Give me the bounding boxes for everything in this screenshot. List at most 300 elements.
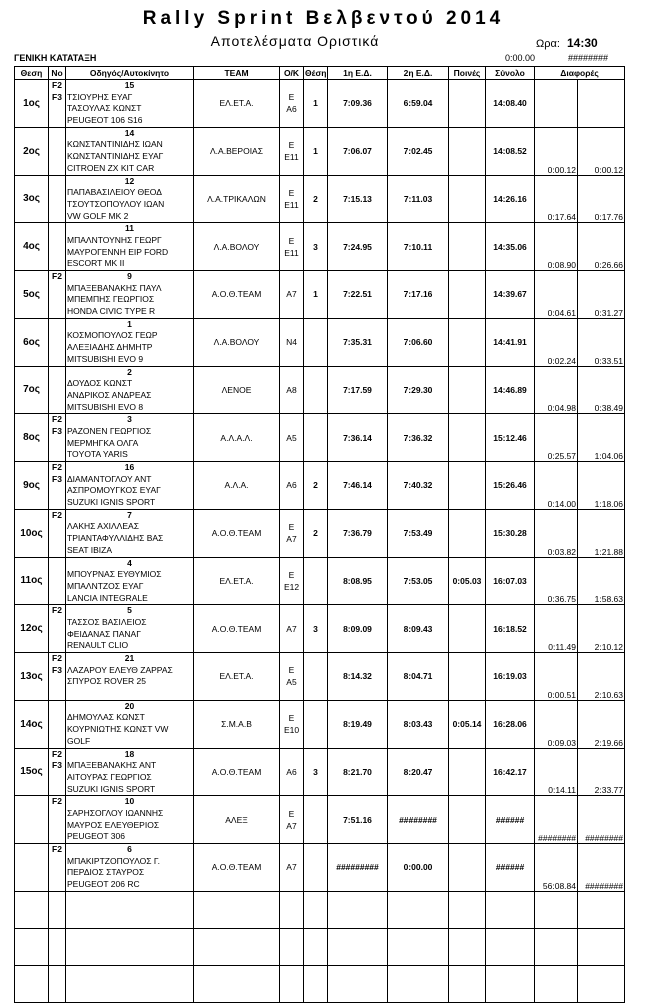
empty-cell <box>535 965 578 1002</box>
entry-number: 15 <box>124 80 135 90</box>
penalty-cell <box>449 748 486 796</box>
empty-cell <box>280 928 304 965</box>
stage2-time-cell: 7:36.32 <box>388 414 449 462</box>
driver-name: ΔΗΜΟΥΛΑΣ ΚΩΝΣΤ <box>67 712 145 723</box>
class-code: A7 <box>286 289 297 300</box>
empty-row <box>15 891 625 928</box>
gap-prev-cell: 0:14.11 <box>535 748 578 796</box>
crew-cell <box>66 127 194 175</box>
car-name: ESCORT MK II <box>67 258 125 269</box>
team-cell: Α.Λ.Α.Λ. <box>194 414 280 462</box>
class-rank-cell <box>304 796 328 844</box>
entry-number: 4 <box>127 557 132 568</box>
group-label: Ε <box>288 92 295 103</box>
crew-cell <box>66 271 194 319</box>
driver-name: ΜΠΑΞΕΒΑΝΑΚΗΣ ΑΝΤ <box>67 760 157 771</box>
penalty-cell <box>449 366 486 414</box>
stage2-time-cell: 7:53.05 <box>388 557 449 605</box>
group-class-cell <box>280 271 304 319</box>
gap-leader-cell: ######## <box>578 844 625 892</box>
stage1-time-cell: 7:17.59 <box>328 366 388 414</box>
penalty-cell <box>449 796 486 844</box>
team-cell: ΕΛ.ΕΤ.Α. <box>194 653 280 701</box>
crew-cell <box>66 175 194 223</box>
gap-leader-cell: 2:10.12 <box>578 605 625 653</box>
penalty-cell <box>449 271 486 319</box>
stage1-time-cell: 8:21.70 <box>328 748 388 796</box>
class-code: E11 <box>284 152 299 163</box>
empty-cell <box>304 928 328 965</box>
stage2-time-cell: 8:03.43 <box>388 700 449 748</box>
gap-leader-cell: 0:17.76 <box>578 175 625 223</box>
gap-leader-cell: 0:33.51 <box>578 318 625 366</box>
class-code: A7 <box>286 820 297 831</box>
driver-name: ΤΣΙΟΥΡΗΣ ΕΥΑΓ <box>67 91 133 102</box>
empty-cell <box>280 965 304 1002</box>
penalty-cell <box>449 844 486 892</box>
class-rank-cell: 3 <box>304 748 328 796</box>
car-name: LANCIA INTEGRALE <box>67 592 148 603</box>
codriver-name: ΑΝΔΡΙΚΟΣ ΑΝΔΡΕΑΣ <box>67 389 152 400</box>
driver-name: ΛΑΚΗΣ ΑΧΙΛΛΕΑΣ <box>67 521 139 532</box>
group-class-cell <box>280 653 304 701</box>
class-code: A6 <box>286 766 297 777</box>
driver-name: ΚΟΣΜΟΠΟΥΛΟΣ ΓΕΩΡ <box>67 330 158 341</box>
reference-time-line <box>505 53 608 63</box>
driver-name: ΔΟΥΔΟΣ ΚΩΝΣΤ <box>67 378 133 389</box>
table-row <box>15 366 625 414</box>
class-code: A5 <box>286 432 297 443</box>
driver-name: ΠΑΠΑΒΑΣΙΛΕΙΟΥ ΘΕΟΔ <box>67 187 162 198</box>
position-cell: 8ος <box>15 414 49 462</box>
stage2-time-cell: 7:17.16 <box>388 271 449 319</box>
class-label: F3 <box>52 760 62 771</box>
entry-number: 18 <box>124 748 135 759</box>
penalty-cell: 0:05.14 <box>449 700 486 748</box>
class-code: N4 <box>286 337 297 348</box>
class-code: E11 <box>284 199 299 210</box>
class-cell <box>49 700 66 748</box>
crew-cell <box>66 509 194 557</box>
empty-cell <box>578 965 625 1002</box>
group-class-cell <box>280 414 304 462</box>
car-name: SUZUKI IGNIS SPORT <box>67 497 156 508</box>
penalty-cell <box>449 175 486 223</box>
entry-number: 9 <box>127 271 132 281</box>
entry-number: 10 <box>124 796 135 807</box>
position-cell: 10ος <box>15 509 49 557</box>
position-cell: 15ος <box>15 748 49 796</box>
team-cell: Α.Ο.Θ.TEAM <box>194 844 280 892</box>
stage1-time-cell: 7:24.95 <box>328 223 388 271</box>
codriver-name: ΜΠΑΛΝΤΖΟΣ ΕΥΑΓ <box>67 580 144 591</box>
empty-cell <box>578 891 625 928</box>
class-label: F2 <box>52 605 62 616</box>
general-classification-label: ΓΕΝΙΚΗ ΚΑΤΑΤΑΞΗ <box>14 53 97 63</box>
class-label: F2 <box>52 462 62 472</box>
zero-time: 0:00.00 <box>505 53 536 63</box>
class-cell <box>49 748 66 796</box>
gap-prev-cell: 0:08.90 <box>535 223 578 271</box>
penalty-cell <box>449 414 486 462</box>
gap-prev-cell: 0:17.64 <box>535 175 578 223</box>
empty-cell <box>388 965 449 1002</box>
gap-prev-cell: 0:09.03 <box>535 700 578 748</box>
crew-cell <box>66 653 194 701</box>
class-rank-cell <box>304 700 328 748</box>
codriver-name: ΑΛΕΞΙΑΔΗΣ ΔΗΜΗΤΡ <box>67 342 153 353</box>
codriver-name: ΑΣΠΡΟΜΟΥΓΚΟΣ ΕΥΑΓ <box>67 485 161 496</box>
empty-cell <box>486 965 535 1002</box>
position-cell: 11ος <box>15 557 49 605</box>
empty-cell <box>449 891 486 928</box>
class-code: A6 <box>286 104 297 115</box>
stage1-time-cell: 8:09.09 <box>328 605 388 653</box>
entry-number: 12 <box>124 175 135 186</box>
team-cell: Α.Ο.Θ.TEAM <box>194 605 280 653</box>
empty-cell <box>535 891 578 928</box>
gap-leader-cell: 2:19.66 <box>578 700 625 748</box>
class-cell <box>49 796 66 844</box>
results-body <box>15 80 625 1003</box>
entry-number: 11 <box>125 223 134 234</box>
entry-number: 1 <box>127 318 132 329</box>
class-code: A7 <box>286 623 297 634</box>
car-name: GOLF <box>67 735 91 746</box>
driver-name: ΔΙΑΜΑΝΤΟΓΛΟΥ ΑΝΤ <box>67 473 152 484</box>
group-class-cell <box>280 175 304 223</box>
driver-name: ΛΑΖΑΡΟΥ ΕΛΕΥΘ ΖΑΡΡΑΣ <box>67 664 173 675</box>
class-cell <box>49 509 66 557</box>
class-label: F2 <box>52 748 62 759</box>
class-label: F2 <box>52 271 62 281</box>
group-label: Ε <box>288 140 295 151</box>
crew-cell <box>66 462 194 510</box>
col-header: Ποινές <box>449 67 486 80</box>
car-name: SUZUKI IGNIS SPORT <box>67 783 156 794</box>
class-code: A8 <box>286 384 297 395</box>
table-row <box>15 223 625 271</box>
crew-cell <box>66 700 194 748</box>
gap-leader-cell: 0:38.49 <box>578 366 625 414</box>
position-cell <box>15 844 49 892</box>
class-cell <box>49 557 66 605</box>
stage1-time-cell: 8:08.95 <box>328 557 388 605</box>
total-time-cell: 15:30.28 <box>486 509 535 557</box>
gap-prev-cell: 0:11.49 <box>535 605 578 653</box>
team-cell: ΕΛ.ΕΤ.Α. <box>194 80 280 128</box>
total-time-cell: 16:42.17 <box>486 748 535 796</box>
team-cell: ΛΕΝΟΕ <box>194 366 280 414</box>
total-time-cell: 15:12.46 <box>486 414 535 462</box>
gap-prev-cell: 0:14.00 <box>535 462 578 510</box>
codriver-name: ΑΙΤΟΥΡΑΣ ΓΕΩΡΓΙΟΣ <box>67 771 152 782</box>
table-row <box>15 748 625 796</box>
stage2-time-cell: 7:11.03 <box>388 175 449 223</box>
header-row <box>15 67 625 80</box>
position-cell: 2ος <box>15 127 49 175</box>
group-label: Ε <box>288 187 295 198</box>
stage1-time-cell: 7:36.79 <box>328 509 388 557</box>
table-row <box>15 796 625 844</box>
stage2-time-cell: 8:04.71 <box>388 653 449 701</box>
gap-leader-cell: 2:10.63 <box>578 653 625 701</box>
driver-name: ΤΑΣΣΟΣ ΒΑΣΙΛΕΙΟΣ <box>67 616 147 627</box>
car-name: TOYOTA YARIS <box>67 449 128 460</box>
driver-name: ΡΑΖΟΝΕΝ ΓΕΩΡΓΙΟΣ <box>67 425 152 436</box>
crew-cell <box>66 844 194 892</box>
total-time-cell: 14:26.16 <box>486 175 535 223</box>
table-row <box>15 318 625 366</box>
empty-cell <box>328 891 388 928</box>
penalty-cell <box>449 653 486 701</box>
total-time-cell: 16:19.03 <box>486 653 535 701</box>
stage2-time-cell: 8:20.47 <box>388 748 449 796</box>
car-name <box>67 688 192 700</box>
gap-prev-cell: ######## <box>535 796 578 844</box>
codriver-name: ΣΠΥΡΟΣ ROVER 25 <box>67 676 147 687</box>
gap-leader-cell: 0:31.27 <box>578 271 625 319</box>
stage1-time-cell: 7:06.07 <box>328 127 388 175</box>
empty-cell <box>328 965 388 1002</box>
empty-cell <box>328 928 388 965</box>
class-rank-cell <box>304 318 328 366</box>
total-time-cell: 16:07.03 <box>486 557 535 605</box>
group-class-cell <box>280 557 304 605</box>
car-name: PEUGEOT 306 <box>67 831 125 842</box>
stage1-time-cell: 7:51.16 <box>328 796 388 844</box>
group-label: Ε <box>288 522 295 533</box>
group-class-cell <box>280 605 304 653</box>
empty-cell <box>194 891 280 928</box>
entry-number: 3 <box>127 414 132 425</box>
position-cell: 7ος <box>15 366 49 414</box>
class-rank-cell: 3 <box>304 223 328 271</box>
gap-leader-cell <box>578 80 625 128</box>
gap-prev-cell: 56:08.84 <box>535 844 578 892</box>
total-time-cell: 16:28.06 <box>486 700 535 748</box>
table-row <box>15 80 625 128</box>
total-time-cell: 14:35.06 <box>486 223 535 271</box>
col-header: Θεση <box>15 67 49 80</box>
col-header: 2η Ε.Δ. <box>388 67 449 80</box>
class-cell <box>49 462 66 510</box>
group-class-cell <box>280 127 304 175</box>
codriver-name: ΜΑΥΡΟΣ ΕΛΕΥΘΕΡΙΟΣ <box>67 819 160 830</box>
stage1-time-cell: ######### <box>328 844 388 892</box>
crew-cell <box>66 80 194 128</box>
total-time-cell: 14:46.89 <box>486 366 535 414</box>
car-name: RENAULT CLIO <box>67 640 129 651</box>
codriver-name: ΦΕΙΔΑΝΑΣ ΠΑΝΑΓ <box>67 628 141 639</box>
entry-number: 7 <box>127 509 132 520</box>
group-class-cell <box>280 844 304 892</box>
empty-cell <box>486 891 535 928</box>
table-row <box>15 844 625 892</box>
page-subtitle: Αποτελέσματα Οριστικά <box>210 33 380 49</box>
empty-cell <box>15 891 49 928</box>
crew-cell <box>66 223 194 271</box>
class-cell <box>49 653 66 701</box>
penalty-cell <box>449 462 486 510</box>
empty-cell <box>15 928 49 965</box>
group-label: Ε <box>288 569 295 580</box>
group-class-cell <box>280 462 304 510</box>
entry-number: 2 <box>127 366 132 377</box>
class-label: F3 <box>52 664 62 675</box>
class-cell <box>49 844 66 892</box>
stage2-time-cell: 8:09.43 <box>388 605 449 653</box>
penalty-cell <box>449 318 486 366</box>
class-cell <box>49 80 66 128</box>
codriver-name: ΜΕΡΜΗΓΚΑ ΟΛΓΑ <box>67 437 139 448</box>
class-cell <box>49 127 66 175</box>
class-rank-cell: 1 <box>304 271 328 319</box>
gap-leader-cell: 1:18.06 <box>578 462 625 510</box>
table-row <box>15 414 625 462</box>
position-cell: 12ος <box>15 605 49 653</box>
class-cell <box>49 366 66 414</box>
class-rank-cell: 2 <box>304 462 328 510</box>
codriver-name: ΜΠΕΜΠΗΣ ΓΕΩΡΓΙΟΣ <box>67 294 155 305</box>
class-cell <box>49 175 66 223</box>
team-cell: Λ.Α.ΤΡΙΚΑΛΩΝ <box>194 175 280 223</box>
gap-leader-cell: 1:04.06 <box>578 414 625 462</box>
time-value: 14:30 <box>566 36 598 50</box>
class-rank-cell <box>304 557 328 605</box>
driver-name: ΣΑΡΗΣΟΓΛΟΥ ΙΩΑΝΝΗΣ <box>67 807 164 818</box>
crew-cell <box>66 318 194 366</box>
gap-leader-cell: ######## <box>578 796 625 844</box>
driver-name: ΜΠΑΛΝΤΟΥΝΗΣ ΓΕΩΡΓ <box>67 234 162 245</box>
position-cell: 6ος <box>15 318 49 366</box>
total-time-cell: 14:08.40 <box>486 80 535 128</box>
total-time-cell: 14:08.52 <box>486 127 535 175</box>
car-name: MITSUBISHI EVO 9 <box>67 353 144 364</box>
col-header: Νο <box>49 67 66 80</box>
class-code: E12 <box>283 581 300 592</box>
results-table <box>14 66 625 1003</box>
table-row <box>15 605 625 653</box>
entry-number: 5 <box>127 605 132 616</box>
codriver-name: ΠΕΡΔΙΟΣ ΣΤΑΥΡΟΣ <box>67 867 145 878</box>
stage1-time-cell: 7:22.51 <box>328 271 388 319</box>
class-rank-cell: 2 <box>304 175 328 223</box>
driver-name: ΜΠΑΞΕΒΑΝΑΚΗΣ ΠΑΥΛ <box>67 282 162 293</box>
stage2-time-cell: 7:40.32 <box>388 462 449 510</box>
team-cell: ΕΛ.ΕΤ.Α. <box>194 557 280 605</box>
penalty-cell: 0:05.03 <box>449 557 486 605</box>
team-cell: Λ.Α.ΒΕΡΟΙΑΣ <box>194 127 280 175</box>
car-name: MITSUBISHI EVO 8 <box>67 401 144 412</box>
group-class-cell <box>280 748 304 796</box>
class-rank-cell <box>304 653 328 701</box>
empty-cell <box>66 928 194 965</box>
penalty-cell <box>449 127 486 175</box>
stage1-time-cell: 7:09.36 <box>328 80 388 128</box>
position-cell: 1ος <box>15 80 49 128</box>
codriver-name: ΚΩΝΣΤΑΝΤΙΝΙΔΗΣ ΕΥΑΓ <box>67 151 164 162</box>
class-rank-cell: 1 <box>304 80 328 128</box>
class-code: A6 <box>286 480 297 491</box>
empty-cell <box>49 928 66 965</box>
driver-name: ΚΩΝΣΤΑΝΤΙΝΙΔΗΣ ΙΩΑΝ <box>67 139 163 150</box>
table-row <box>15 509 625 557</box>
gap-prev-cell: 0:04.98 <box>535 366 578 414</box>
class-label: F2 <box>52 844 62 854</box>
position-cell: 13ος <box>15 653 49 701</box>
stage1-time-cell: 7:46.14 <box>328 462 388 510</box>
stage2-time-cell: 7:06.60 <box>388 318 449 366</box>
penalty-cell <box>449 223 486 271</box>
col-header: Θέση <box>305 68 327 78</box>
gap-leader-cell: 1:21.88 <box>578 509 625 557</box>
table-row <box>15 653 625 701</box>
total-time-cell: 14:41.91 <box>486 318 535 366</box>
empty-cell <box>304 965 328 1002</box>
class-rank-cell: 1 <box>304 127 328 175</box>
position-cell: 4ος <box>15 223 49 271</box>
empty-cell <box>15 965 49 1002</box>
total-time-cell: 15:26.46 <box>486 462 535 510</box>
crew-cell <box>66 605 194 653</box>
table-row <box>15 127 625 175</box>
empty-cell <box>66 891 194 928</box>
total-time-cell: ###### <box>486 844 535 892</box>
empty-cell <box>49 891 66 928</box>
team-cell: Λ.Α.ΒΟΛΟΥ <box>194 318 280 366</box>
class-rank-cell <box>304 414 328 462</box>
col-header: TEAM <box>194 67 280 80</box>
penalty-cell <box>449 80 486 128</box>
team-cell: ΑΛΕΞ <box>194 796 280 844</box>
gap-prev-cell: 0:00.12 <box>535 127 578 175</box>
group-label: Ε <box>288 235 295 246</box>
class-cell <box>49 223 66 271</box>
crew-cell <box>66 414 194 462</box>
gap-leader-cell: 1:58.63 <box>578 557 625 605</box>
empty-cell <box>194 965 280 1002</box>
table-row <box>15 175 625 223</box>
empty-row <box>15 928 625 965</box>
crew-cell <box>66 748 194 796</box>
crew-cell <box>66 366 194 414</box>
entry-number: 14 <box>124 127 135 138</box>
stage2-time-cell: 7:02.45 <box>388 127 449 175</box>
gap-prev-cell: 0:36.75 <box>535 557 578 605</box>
table-row <box>15 462 625 510</box>
gap-prev-cell <box>535 80 578 128</box>
position-cell: 3ος <box>15 175 49 223</box>
class-rank-cell: 2 <box>304 509 328 557</box>
class-cell <box>49 318 66 366</box>
stage2-time-cell: 6:59.04 <box>388 80 449 128</box>
class-code: A5 <box>286 677 297 688</box>
crew-cell <box>66 557 194 605</box>
class-rank-cell: 3 <box>304 605 328 653</box>
empty-cell <box>66 965 194 1002</box>
group-class-cell <box>280 366 304 414</box>
col-header: 1η Ε.Δ. <box>328 67 388 80</box>
empty-cell <box>535 928 578 965</box>
class-cell <box>49 271 66 319</box>
stage1-time-cell: 8:19.49 <box>328 700 388 748</box>
class-code: E10 <box>283 725 300 736</box>
team-cell: Α.Ο.Θ.TEAM <box>194 271 280 319</box>
group-label: Ε <box>288 808 295 819</box>
entry-number: 20 <box>124 700 135 711</box>
group-class-cell <box>280 223 304 271</box>
